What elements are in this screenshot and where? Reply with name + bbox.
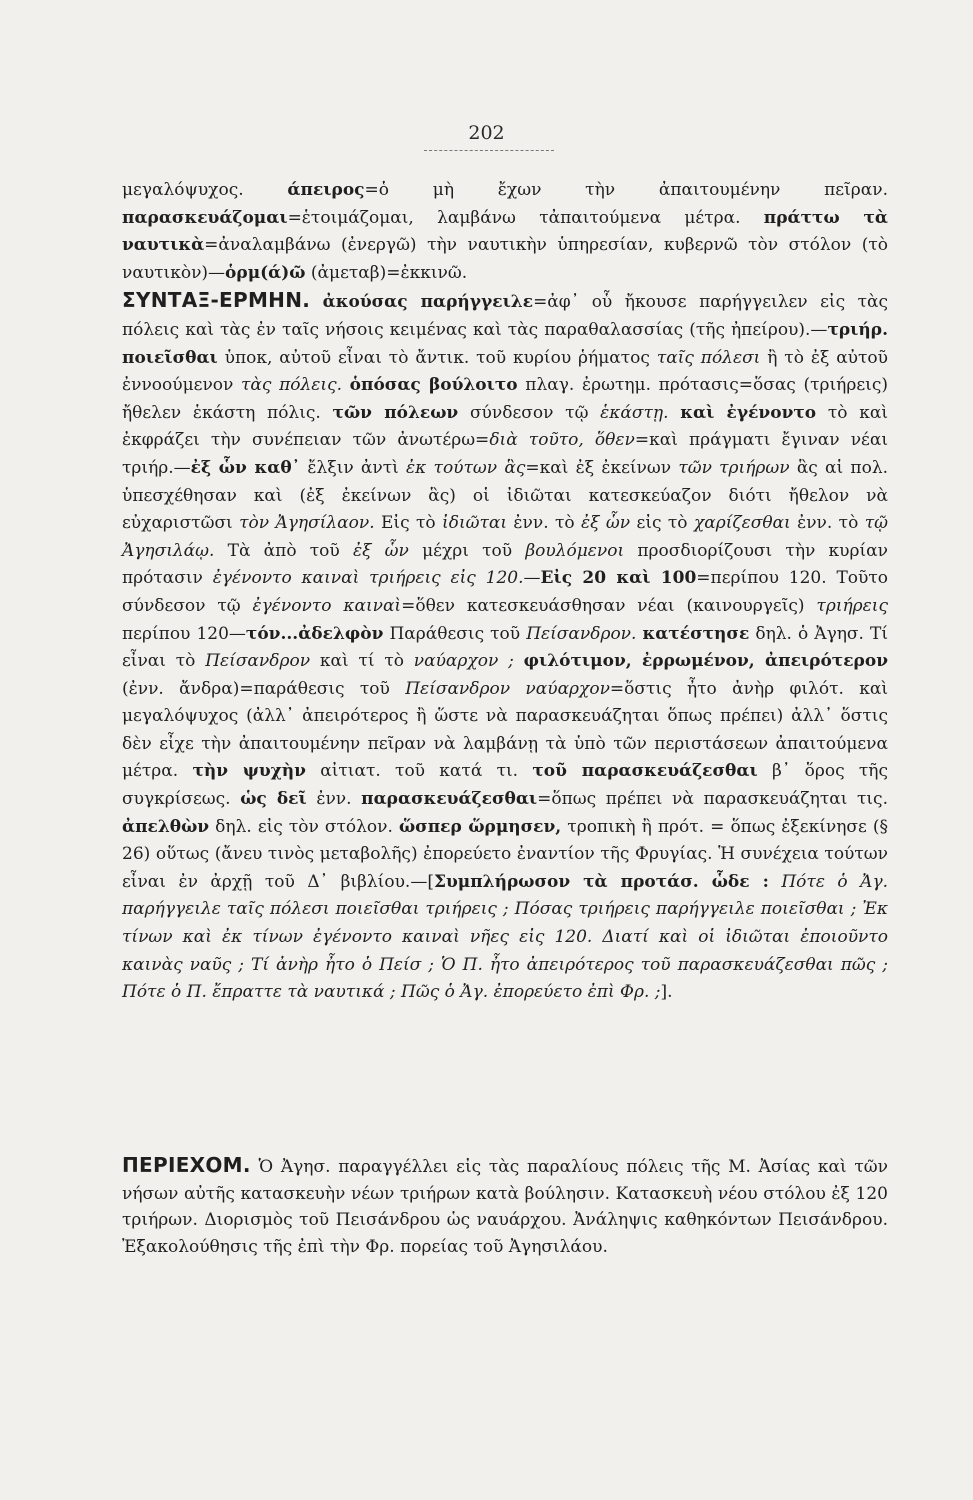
exercise-questions: Πότε ὁ Ἀγ. παρήγγειλε ταῖς πόλεσι ποιεῖσθαι τριήρεις ; Πόσας τριήρεις παρήγγειλε ποιεῖσθαι ; Ἐκ τίνων καὶ ἐκ τίνων ἐγένοντο καιναὶ νῆες εἰς 120. Διατί καὶ οἱ ἰδιῶται ἐποιοῦντο καινὰς ναῦς ; Τί ἀνὴρ ἦτο ὁ Πείσ ; Ὁ Π. ἦτο ἀπειρότερος τοῦ παρασκευάζεσθαι πῶς ; Πότε ὁ Π. ἔπραττε τὰ ναυτικά ; Πῶς ὁ Ἀγ. ἐπορεύετο ἐπὶ Φρ. ;: [122, 871, 889, 1003]
quoted-word: τὰς πόλεις.: [241, 375, 342, 396]
summary-heading: ΠΕΡΙΕΧΟΜ.: [122, 1153, 251, 1177]
lemma: ἀπελθὼν: [122, 816, 210, 837]
commentary-notes: [122, 177, 888, 1007]
note-text: =ὁ μὴ ἔχων τὴν ἀπαιτουμένην πεῖραν.: [364, 180, 888, 200]
note-text: ὑποκ, αὐτοῦ εἶναι τὸ ἄντικ. τοῦ κυρίου ῥήματος: [217, 347, 657, 368]
note-text: τὸ καὶ ἐκφράζει τὴν συνέπειαν τῶν ἀνωτέρω=: [122, 402, 889, 451]
quoted-word: ἐγένοντο καιναὶ τριήρεις εἰς 120.: [212, 568, 524, 589]
lemma: τόν...ἀδελφὸν: [245, 623, 384, 644]
lemma: πράττω τὰ ναυτικὰ: [122, 207, 889, 256]
note-text: =περίπου 120. Τοῦτο σύνδεσον τῷ: [122, 568, 888, 616]
header-divider: [424, 150, 554, 151]
lemma: Συμπλήρωσον τὰ προτάσ. ὧδε :: [433, 871, 769, 892]
section-heading: ΣΥΝΤΑΞ-ΕΡΜΗΝ.: [122, 288, 311, 313]
note-text: (ἐνν. ἄνδρα)=παράθεσις τοῦ: [122, 678, 406, 699]
quoted-word: ἐγένοντο καιναὶ: [252, 595, 402, 616]
lemma: ἀκούσας παρήγγειλε: [322, 292, 534, 313]
lemma: φιλότιμον, ἐρρωμένον, ἀπειρότερον: [523, 651, 888, 672]
quoted-word: ἐξ ὧν: [581, 513, 631, 534]
note-text: =καὶ πράγματι ἔγιναν νέαι τριήρ.—: [122, 430, 888, 478]
lemma: ὁπόσας βούλοιτο: [349, 375, 518, 396]
note-text: =καὶ ἐξ ἐκείνων: [525, 457, 679, 478]
quoted-word: βουλόμενοι: [525, 540, 625, 561]
lemma: καὶ ἐγένοντο: [680, 402, 817, 423]
quoted-word: Πείσανδρον ναύαρχον: [405, 678, 610, 699]
quoted-word: ναύαρχον ;: [413, 651, 514, 672]
note-text: Εἰς τὸ: [374, 513, 443, 534]
note-text: ἐνν. τὸ: [790, 513, 865, 534]
note-text: β᾿ ὅρος τῆς συγκρίσεως.: [122, 761, 888, 810]
note-text: αἰτιατ. τοῦ κατά τι.: [305, 761, 533, 782]
lemma: ὡς δεῖ: [240, 789, 307, 810]
note-text: ἔλξιν ἀντὶ: [300, 457, 407, 478]
note-text: Παράθεσις τοῦ: [383, 623, 527, 644]
lemma: τῶν πόλεων: [332, 402, 459, 423]
quoted-word: ἐξ ὧν: [352, 540, 409, 561]
quoted-word: Πείσανδρον.: [526, 623, 637, 644]
note-text: δηλ. εἰς τὸν στόλον.: [209, 816, 399, 837]
note-text: ἃς αἱ πολ. ὑπεσχέθησαν καὶ (ἐξ ἐκείνων ἃς) οἱ ἰδιῶται κατεσκεύαζον διότι ἤθελον νὰ εὐχαριστῶσι: [122, 457, 889, 534]
note-text: προσδιορίζουσι τὴν κυρίαν πρότασιν: [122, 540, 888, 589]
summary-section: [122, 1152, 888, 1260]
syntax-paragraph: [122, 287, 888, 1006]
lemma: κατέστησε: [642, 623, 750, 644]
lemma: ὥσπερ ὥρμησεν,: [398, 816, 562, 837]
lemma: τὴν ψυχὴν: [192, 761, 306, 782]
lemma: Εἰς 20 καὶ 100: [540, 568, 697, 589]
quoted-word: ταῖς πόλεσι: [656, 347, 761, 368]
note-text: μέχρι τοῦ: [408, 540, 526, 561]
lemma: τριήρ. ποιεῖσθαι: [122, 319, 888, 368]
summary-paragraph: [122, 1152, 888, 1260]
quoted-word: ἐκ τούτων ἃς: [406, 457, 526, 478]
note-text: ].: [660, 982, 673, 1003]
lemma: ὁρμ(ά)ῶ: [225, 262, 306, 283]
note-text: σύνδεσον τῷ: [458, 402, 601, 423]
vocabulary-paragraph: [122, 177, 888, 287]
note-text: =ὅθεν κατεσκευάσθησαν νέαι (καινουργεῖς): [401, 595, 817, 616]
lemma: τοῦ παρασκευάζεσθαι: [532, 761, 758, 782]
note-text: ἐνν. τὸ: [507, 513, 582, 534]
note-text: πλαγ. ἐρωτημ. πρότασις=ὅσας (τριήρεις) ἤθελεν ἑκάστη πόλις.: [122, 375, 888, 423]
note-text: (ἀμεταβ)=ἐκκινῶ.: [305, 262, 468, 283]
lemma: ἐξ ὧν καθ᾿: [190, 457, 301, 478]
note-text: μεγαλόψυχος.: [122, 180, 288, 200]
note-text: =ὅπως πρέπει νὰ παρασκευάζηται τις.: [537, 789, 888, 810]
lemma: παρασκευάζεσθαι: [361, 789, 538, 810]
quoted-word: τῶν τριήρων: [678, 457, 790, 478]
quoted-word: ἑκάστῃ.: [600, 402, 669, 423]
note-text: ἢ τὸ ἐξ αὐτοῦ ἐννοούμενον: [122, 347, 888, 396]
summary-text: Ὁ Ἀγησ. παραγγέλλει εἰς τὰς παραλίους πόλεις τῆς Μ. Ἀσίας καὶ τῶν νήσων αὐτῆς κατασκευὴν νέων τριήρων κατὰ βούλησιν. Κατασκευὴ νέου στόλου ἐξ 120 τριήρων. Διορισμὸς τοῦ Πεισάνδρου ὡς ναυάρχου. Ἀνάληψις καθηκόντων Πεισάνδρου. Ἐξακολούθησις τῆς ἐπὶ τὴν Φρ. πορείας τοῦ Ἀγησιλάου.: [122, 1157, 888, 1257]
note-text: =ἀναλαμβάνω (ἐνεργῶ) τὴν ναυτικὴν ὑπηρεσίαν, κυβερνῶ τὸν στόλον (τὸ ναυτικὸν)—: [122, 235, 888, 283]
note-text: —: [523, 568, 541, 589]
quoted-word: διὰ τοῦτο, ὅθεν: [489, 430, 635, 451]
quoted-word: χαρίζεσθαι: [693, 513, 791, 534]
note-text: δηλ. ὁ Ἀγησ. Τί εἶναι τὸ: [122, 623, 888, 672]
quoted-word: ἰδιῶται: [442, 513, 508, 534]
note-text: καὶ τί τὸ: [310, 651, 414, 672]
quoted-word: τριήρεις: [816, 595, 888, 616]
note-text: =ὅστις ἦτο ἀνὴρ φιλότ. καὶ μεγαλόψυχος (ἀλλ᾿ ἀπειρότερος ἢ ὥστε νὰ παρασκευάζηται ὅπως πρέπει) ἀλλ᾿ ὅστις δὲν εἶχε τὴν ἀπαιτουμένην πεῖραν νὰ λαμβάνῃ τὰ ὑπὸ τῶν περιστάσεων ἀπαιτούμενα μέτρα.: [122, 678, 888, 782]
note-text: Τὰ ἀπὸ τοῦ: [214, 540, 353, 561]
note-text: =ἀφ᾿ οὗ ἤκουσε παρήγγειλεν εἰς τὰς πόλεις καὶ τὰς ἐν ταῖς νήσοις κειμένας καὶ τὰς παραθαλασσίας (τῆς ἠπείρου).—: [122, 292, 889, 340]
lemma: παρασκευάζομαι: [122, 207, 288, 228]
note-text: ἐνν.: [306, 789, 362, 810]
note-text: τροπικὴ ἢ πρότ. = ὅπως ἐξεκίνησε (§ 26) οὕτως (ἄνευ τινὸς μεταβολῆς) ἐπορεύετο ἐναντίον τῆς Φρυγίας. Ἡ συνέχεια τούτων εἶναι ἐν ἀρχῇ τοῦ Δ᾿ βιβλίου.—[: [122, 816, 889, 892]
page-number: 202: [468, 122, 505, 144]
quoted-word: τῷ Ἀγησιλάῳ.: [122, 513, 888, 561]
quoted-word: τὸν Ἀγησίλαον.: [239, 513, 375, 534]
lemma: άπειρος: [287, 180, 365, 200]
note-text: περίπου 120—: [122, 623, 246, 644]
note-text: εἰς τὸ: [630, 513, 694, 534]
quoted-word: Πείσανδρον: [205, 651, 311, 672]
note-text: =ἑτοιμάζομαι, λαμβάνω τἀπαιτούμενα μέτρα.: [287, 207, 764, 228]
